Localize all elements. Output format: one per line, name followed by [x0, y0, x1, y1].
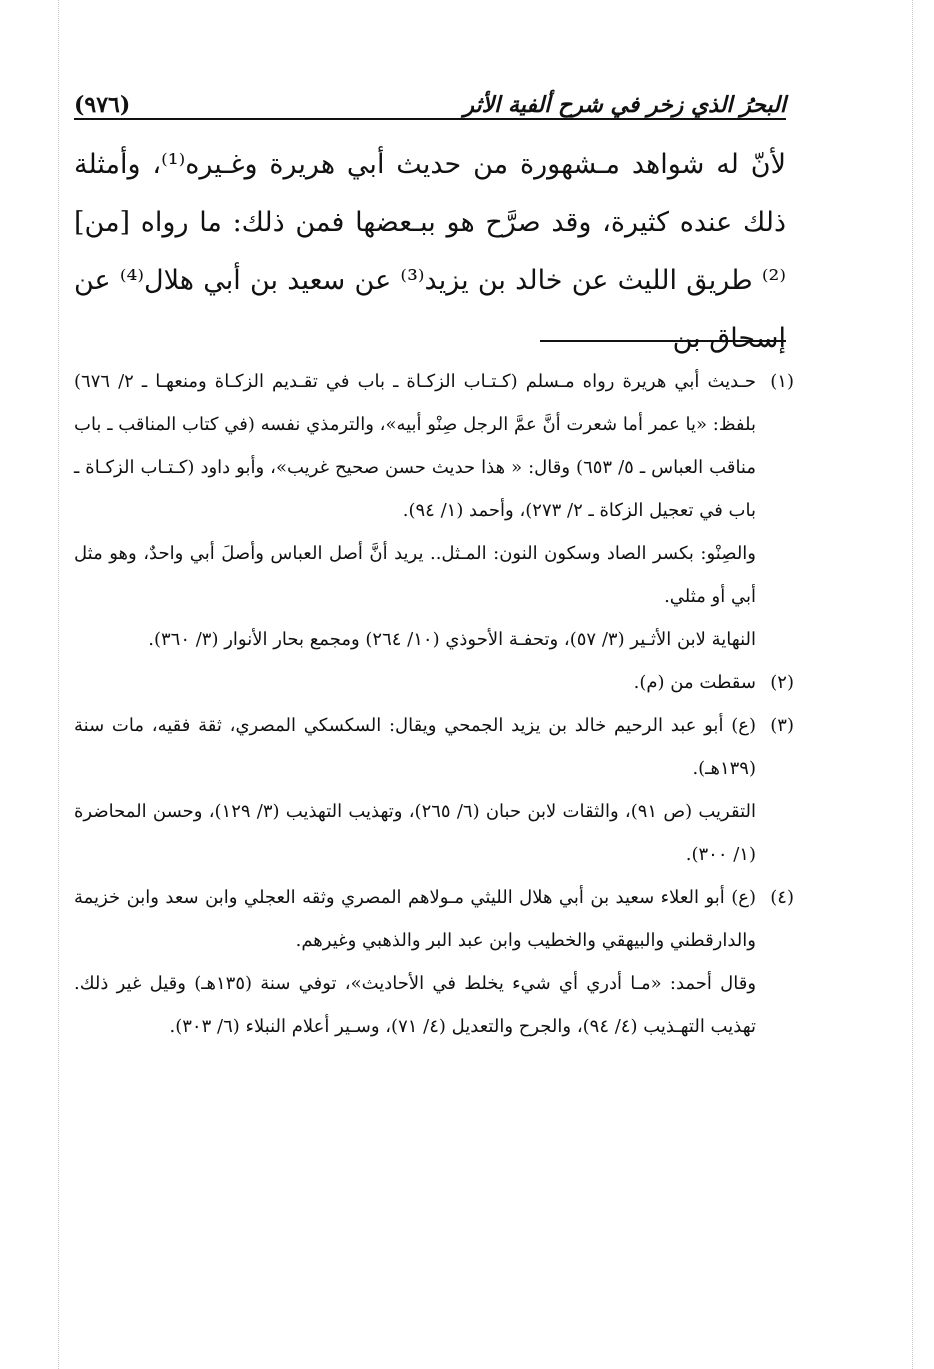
footnote-number: (٢) — [770, 672, 794, 693]
running-title: البحرُ الذي زخر في شرح ألفية الأثر — [463, 92, 786, 118]
footnote-paragraph: وقال أحمد: «مـا أدري أي شيء يخلط في الأحاديث»، توفي سنة (١٣٥هـ) وقيل غير ذلك. تهذيب التهـذيب (٤/ ٩٤)، والجرح والتعديل (٤/ ٧١)، وسـير أعلام النبلاء (٦/ ٣٠٣). — [74, 973, 757, 1037]
scan-margin-line-right — [912, 0, 913, 1369]
main-paragraph: لأنّ له شواهد مـشهورة من حديث أبي هريرة وغـيره⁽¹⁾، وأمثلة ذلك عنده كثيرة، وقد صرَّح هو ببـعضها فمن ذلك: ما رواه [من]⁽²⁾ طريق الليث عن خالد بن يزيد⁽³⁾ عن سعيد بن أبي هلال⁽⁴⁾ عن إسحاق بن — [74, 149, 786, 354]
page-header — [74, 72, 786, 118]
footnote-number: (١) — [770, 371, 794, 392]
footnote-number: (٤) — [770, 887, 794, 908]
footnote-paragraph: والصِنْو: بكسر الصاد وسكون النون: المـثل.. يريد أنَّ أصل العباس وأصلَ أبي واحدٌ، وهو مثل أبي أو مثلي. — [74, 543, 756, 607]
footnote-body — [74, 360, 756, 661]
scan-margin-line-left — [58, 0, 59, 1369]
page-number: (٩٧٦) — [74, 92, 131, 118]
footnote-paragraph: النهاية لابن الأثـير (٣/ ٥٧)، وتحفـة الأحوذي (١٠/ ٢٦٤) ومجمع بحار الأنوار (٣/ ٣٦٠). — [148, 629, 756, 650]
footnote-paragraph: سقطت من (م). — [633, 672, 756, 693]
footnotes — [74, 360, 794, 1048]
main-text — [74, 136, 786, 368]
footnote-body — [74, 704, 756, 876]
footnote-1 — [74, 360, 794, 661]
footnote-3 — [74, 704, 794, 876]
footnote-paragraph: (ع) أبو عبد الرحيم خالد بن يزيد الجمحي ويقال: السكسكي المصري، ثقة فقيه، مات سنة (١٣٩هـ). — [74, 715, 756, 779]
footnote-body — [74, 661, 756, 704]
footnote-paragraph: حـديث أبي هريرة رواه مـسلم (كـتـاب الزكـاة ـ باب في تقـديم الزكـاة ومنعهـا ـ ٢/ ٦٧٦) بلفظ: «يا عمر أما شعرت أنَّ عمَّ الرجل صِنْو أبيه»، والترمذي نفسه (في كتاب المناقب ـ باب مناقب العباس ـ ٥/ ٦٥٣) وقال: « هذا حديث حسن صحيح غريب»، وأبو داود (كـتـاب الزكـاة ـ باب في تعجيل الزكاة ـ ٢/ ٢٧٣)، وأحمد (١/ ٩٤). — [74, 371, 757, 521]
footnote-4 — [74, 876, 794, 1048]
header-rule — [74, 118, 786, 120]
footnote-paragraph: (ع) أبو العلاء سعيد بن أبي هلال الليثي مـولاهم المصري وثقه العجلي وابن سعد وابن خزيمة والدارقطني والبيهقي والخطيب وابن عبد البر والذهبي وغيرهم. — [74, 887, 756, 951]
footnote-body — [74, 876, 756, 1048]
footnote-paragraph: التقريب (ص ٩١)، والثقات لابن حبان (٦/ ٢٦٥)، وتهذيب التهذيب (٣/ ١٢٩)، وحسن المحاضرة (١/ ٣٠٠). — [74, 801, 757, 865]
footnote-separator — [540, 340, 786, 342]
footnote-2 — [74, 661, 794, 704]
footnote-number: (٣) — [770, 715, 794, 736]
